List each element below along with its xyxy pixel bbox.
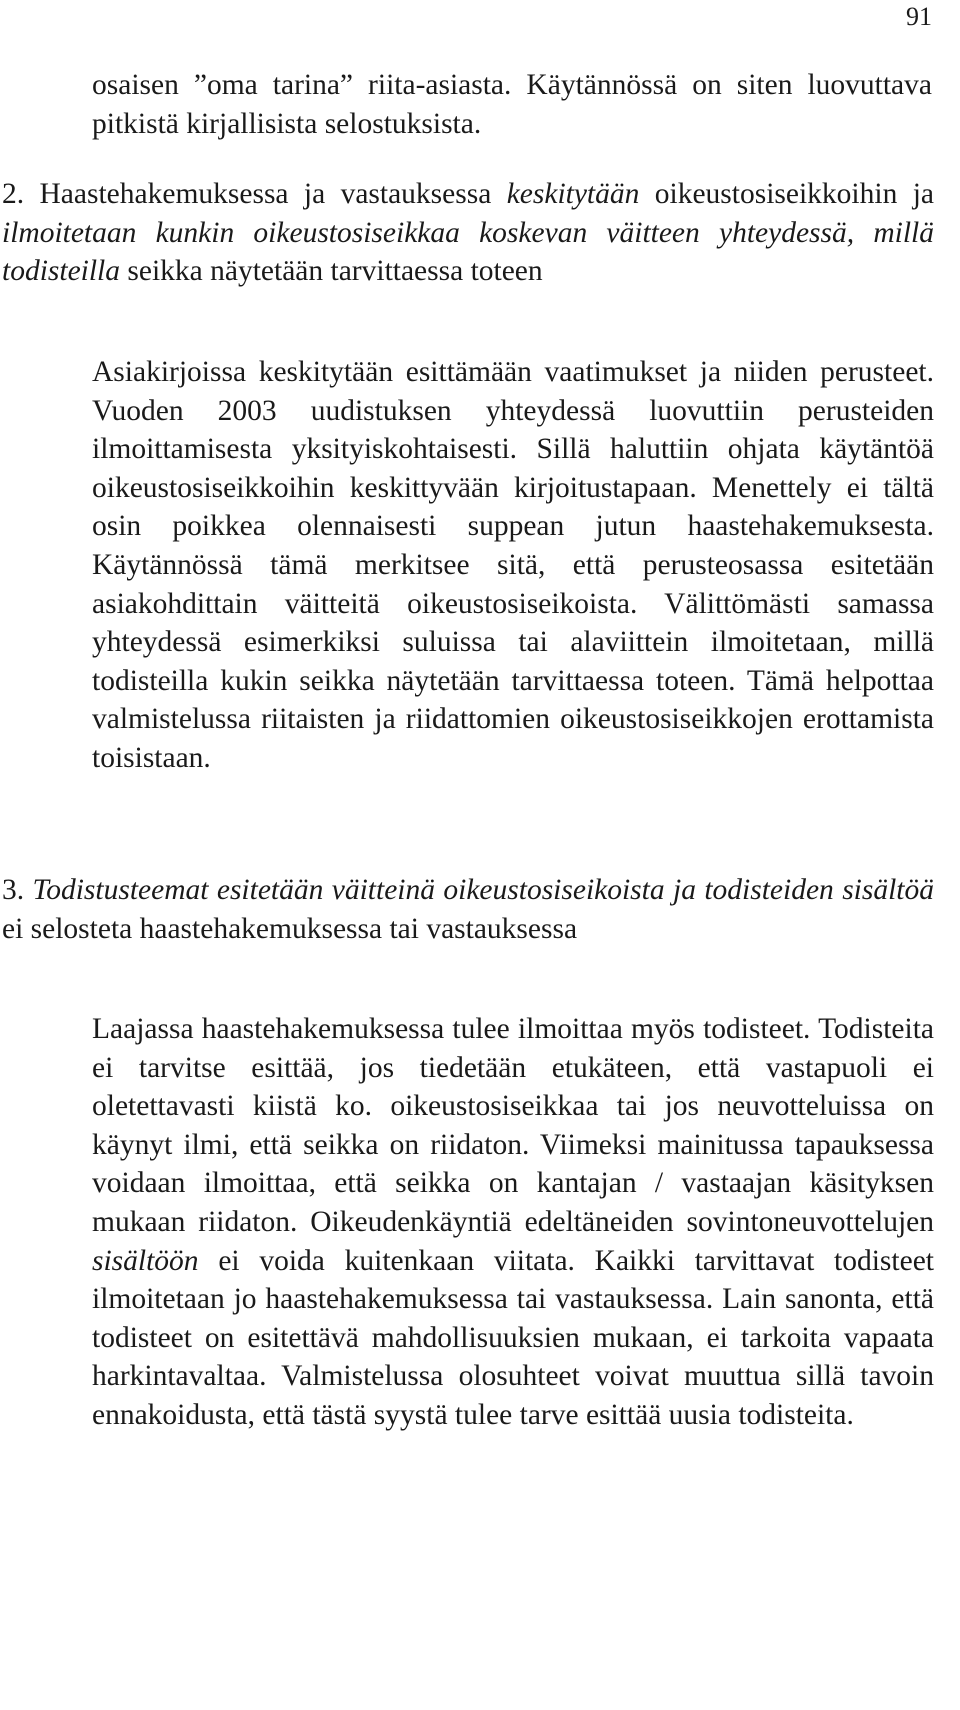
italic-run: ilmoitetaan kunkin oikeustosiseikkaa koskevan väitteen yhteydessä, millä todisteilla xyxy=(2,216,934,288)
text-run: Laajassa haastehakemuksessa tulee ilmoittaa myös todisteet. Todisteita ei tarvitse esittää, jos tiedetään etukäteen, että vastapuoli ei oletettavasti kiistä ko. oikeustosiseikkaa tai jos neuvotteluissa on käynyt ilmi, että seikka on riidaton. Viimeksi mainitussa tapauksessa voidaan ilmoittaa, että seikka on kantajan / vastaajan käsityksen mukaan riidaton. Oikeudenkäyntiä edeltäneiden sovintoneuvottelujen xyxy=(92,1013,934,1238)
text-run: ei selosteta haastehakemuksessa tai vastauksessa xyxy=(2,912,578,945)
list-item-2 xyxy=(2,175,934,291)
paragraph-evidence xyxy=(92,1010,934,1435)
paragraph-explanation xyxy=(92,353,934,778)
list-item-text xyxy=(2,175,934,291)
italic-run: keskitytään xyxy=(506,178,640,210)
text-run: seikka näytetään tarvittaessa toteen xyxy=(120,255,543,288)
text-run: Haastehakemuksessa ja vastauksessa xyxy=(24,178,507,210)
paragraph-text: osaisen ”oma tarina” riita-asiasta. Käytännössä on siten luovuttava pitkistä kirjallisista selostuksista. xyxy=(92,69,932,140)
text-run: oikeustosiseikkoihin ja xyxy=(639,178,934,210)
text-run: ei voida kuitenkaan viitata. Kaikki tarvittavat todisteet ilmoitetaan jo haastehakemuksessa tai vastauksessa. Lain sanonta, että todisteet on esitettävä mahdollisuuksien mukaan, ei tarkoita vapaata harkintavaltaa. Valmistelussa olosuhteet voivat muuttua sillä tavoin ennakoidusta, että tästä syystä tulee tarve esittää uusia todisteita. xyxy=(92,1244,934,1431)
list-item-3 xyxy=(2,871,934,948)
list-number: 3. xyxy=(2,874,25,906)
paragraph-continuation xyxy=(92,66,932,143)
page-number: 91 xyxy=(906,2,932,31)
list-number: 2. xyxy=(2,178,25,210)
paragraph-text: Asiakirjoissa keskitytään esittämään vaatimukset ja niiden perusteet. Vuoden 2003 uudistuksen yhteydessä luovuttiin perusteiden ilmoittamisesta yksityiskohtaisesti. Sillä haluttiin ohjata käytäntöä oikeustosiseikkoihin keskittyvään kirjoitustapaan. Menettely ei tältä osin poikkea olennaisesti suppean jutun haastehakemuksesta. Käytännössä tämä merkitsee sitä, että perusteosassa esitetään asiakohdittain väitteitä oikeustosiseikoista. Välittömästi samassa yhteydessä esimerkiksi suluissa tai alaviittein ilmoitetaan, millä todisteilla kukin seikka näytetään tarvittaessa toteen. Tämä helpottaa valmistelussa riitaisten ja riidattomien oikeustosiseikkojen erottamista toisistaan. xyxy=(92,356,934,774)
italic-run: Todistusteemat esitetään väitteinä oikeustosiseikoista ja todisteiden sisältöä xyxy=(24,874,934,906)
paragraph-text xyxy=(92,1010,934,1435)
italic-run: sisältöön xyxy=(92,1244,199,1277)
list-item-text xyxy=(2,871,934,948)
